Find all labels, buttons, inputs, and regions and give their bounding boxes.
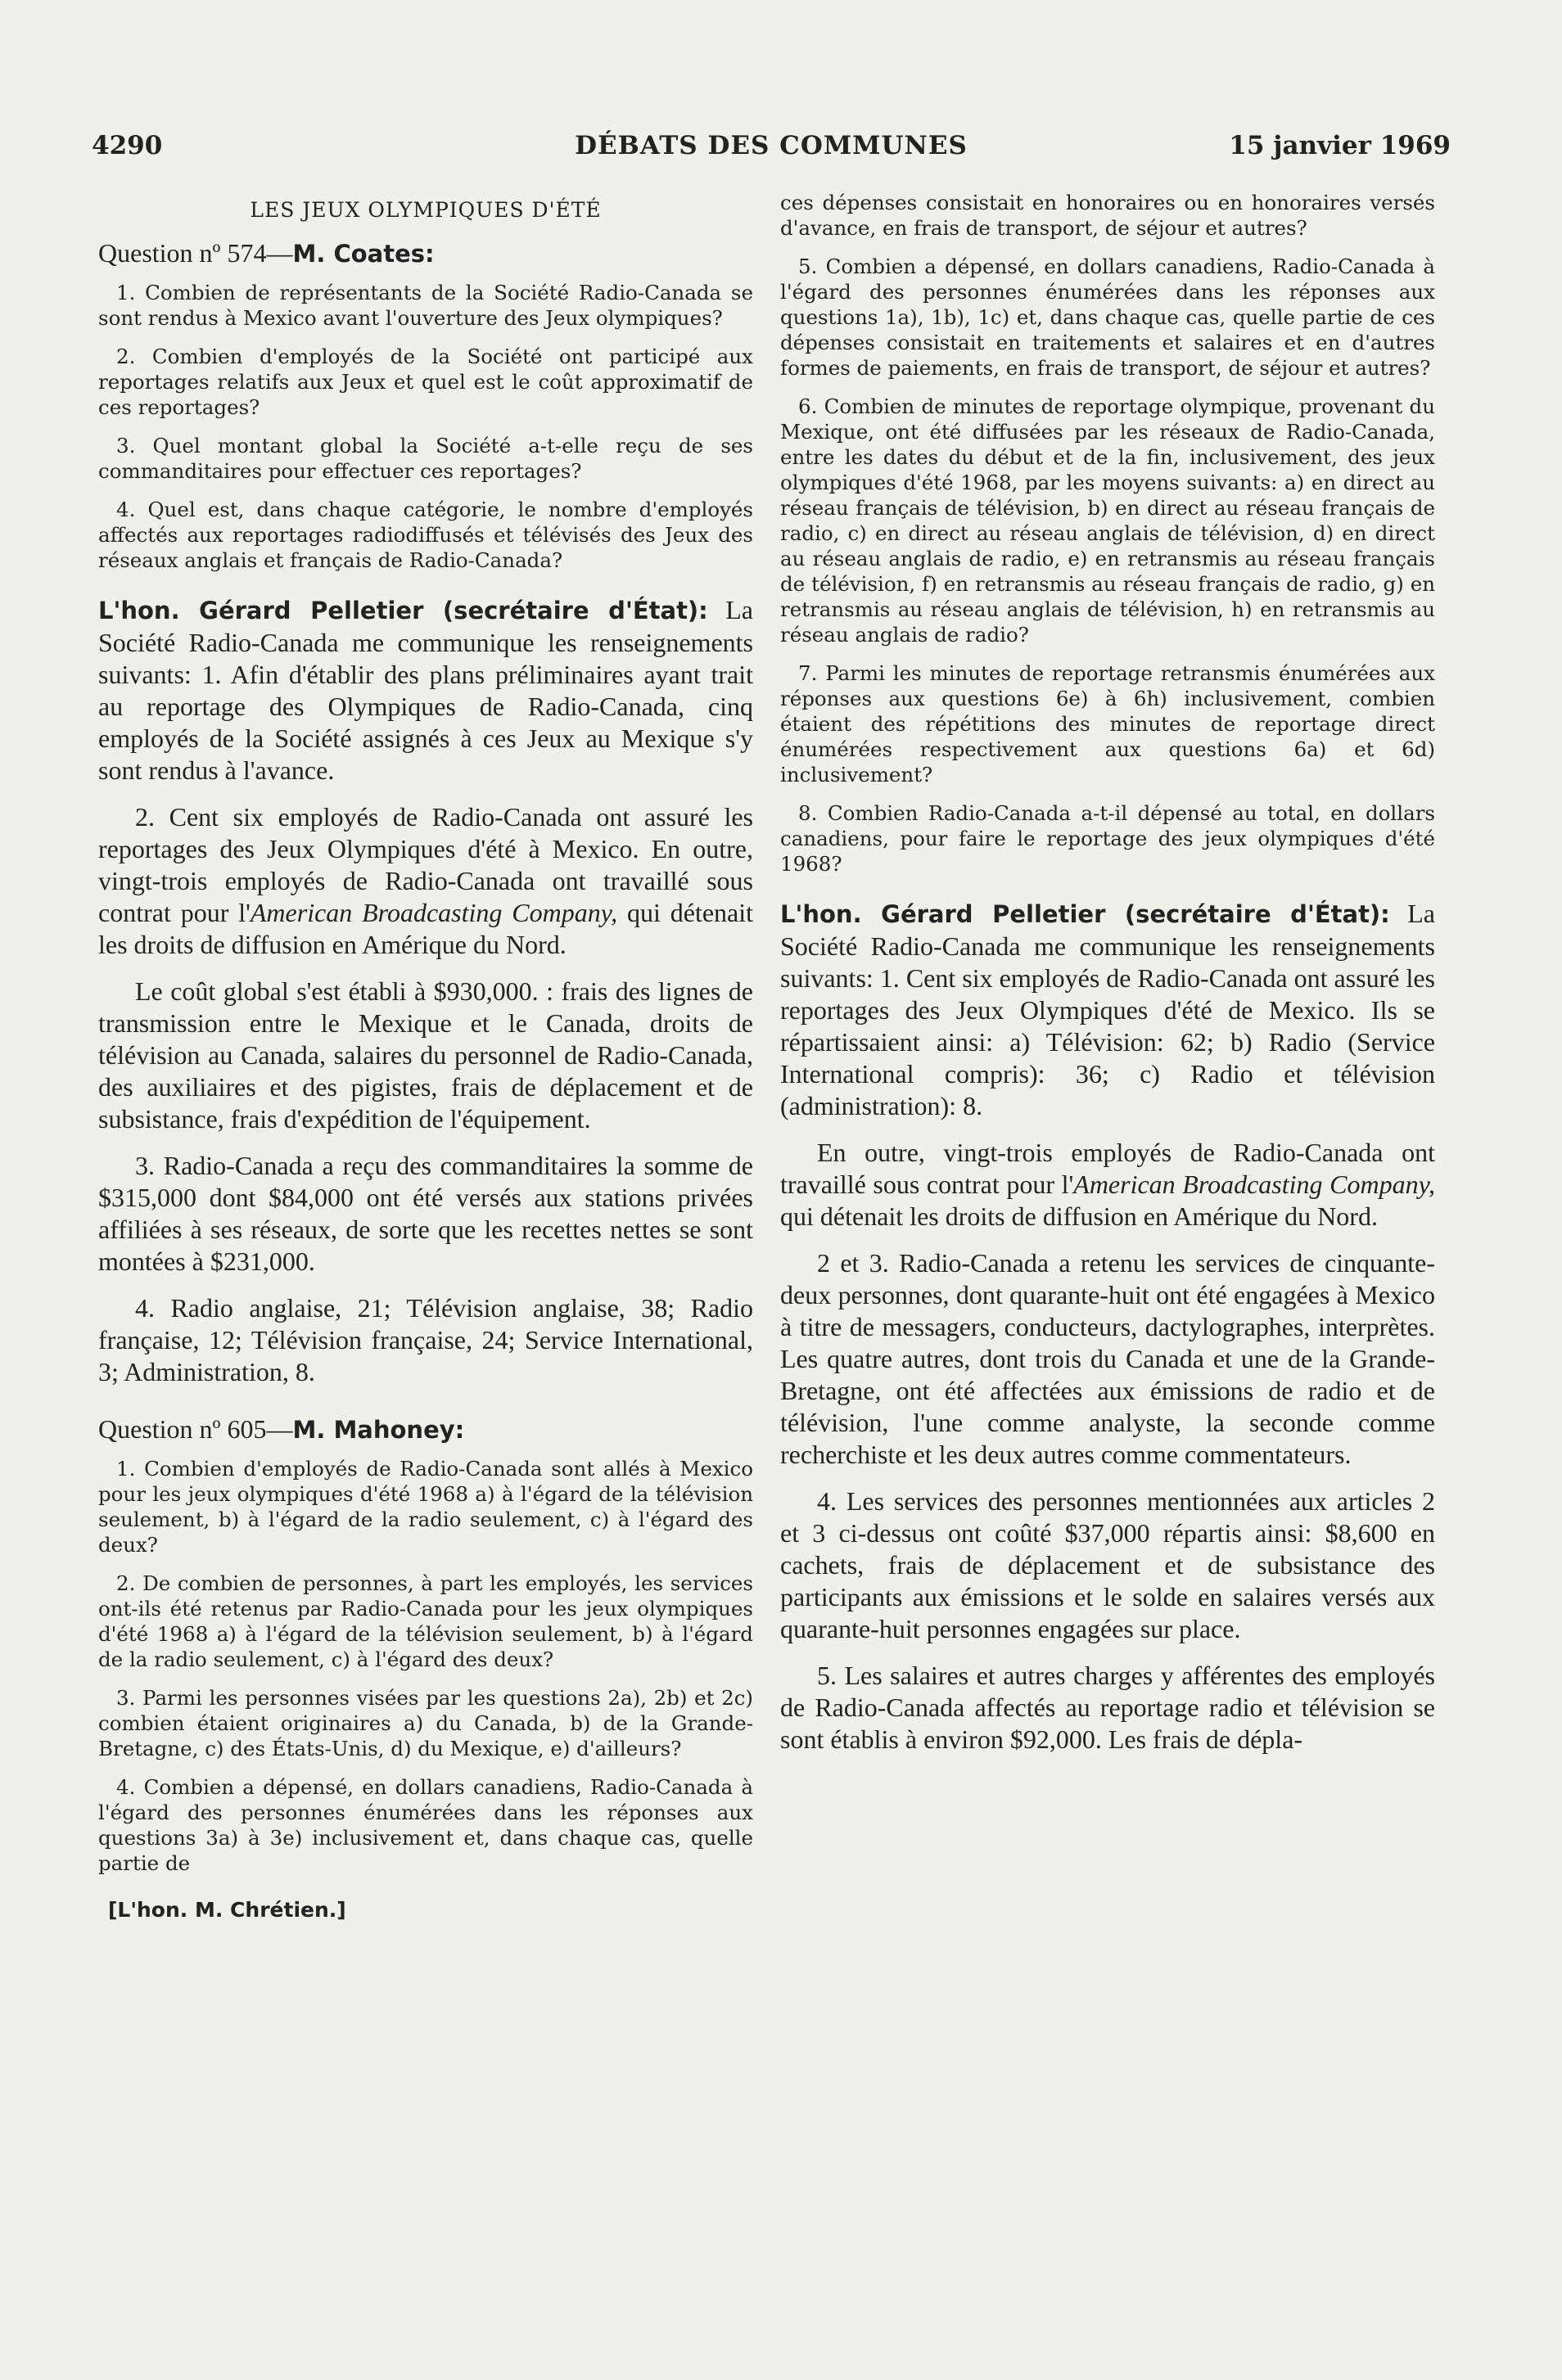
question-item: ces dépenses consistait en honoraires ou en honoraires versés d'avance, en frais de transport, de séjour et autres? (780, 191, 1435, 240)
answer-paragraph (98, 801, 753, 961)
question-item: 8. Combien Radio-Canada a-t-il dépensé au total, en dollars canadiens, pour faire le reportage des jeux olympiques d'été 1968? (780, 801, 1435, 876)
question-item: 4. Combien a dépensé, en dollars canadiens, Radio-Canada à l'égard des personnes énumérées dans les réponses aux questions 3a) à 3e) inclusivement et, dans chaque cas, quelle partie de (98, 1775, 753, 1875)
question-item: 1. Combien de représentants de la Société Radio-Canada se sont rendus à Mexico avant l'ouverture des Jeux olympiques? (98, 281, 753, 330)
page-number: 4290 (92, 131, 163, 160)
running-head (92, 131, 1451, 172)
question-label: Question nº 574— (98, 238, 293, 268)
answer-text: 2. Cent six employés de Radio-Canada ont assuré les reportages des Jeux Olympiques d'été à Mexico. En outre, vingt-trois employés de Radio-Canada ont travaillé sous contrat pour l' (98, 802, 753, 927)
question-item: 2. Combien d'employés de la Société ont participé aux reportages relatifs aux Jeux et quel est le coût approximatif de ces reportages? (98, 345, 753, 419)
answer-paragraph: 5. Les salaires et autres charges y afférentes des employés de Radio-Canada affectés au reportage radio et télévision se sont établis à environ $92,000. Les frais de dépla- (780, 1661, 1435, 1754)
answer-paragraph: Le coût global s'est établi à $930,000. : frais des lignes de transmission entre le Mexique et le Canada, droits de télévision au Canada, salaires du personnel de Radio-Canada, des auxiliaires et des pigistes, frais de déplacement et de subsistance, frais d'expédition de l'équipement. (98, 976, 753, 1134)
answer-paragraph: 3. Radio-Canada a reçu des commanditaires la somme de $315,000 dont $84,000 ont été versés aux stations privées affiliées à ses réseaux, de sorte que les recettes nettes se sont montées à $231,000. (98, 1151, 753, 1276)
answer-paragraph: 4. Radio anglaise, 21; Télévision anglaise, 38; Radio française, 12; Télévision française, 24; Service International, 3; Administration, 8. (98, 1293, 753, 1386)
question-item: 1. Combien d'employés de Radio-Canada sont allés à Mexico pour les jeux olympiques d'été 1968 a) à l'égard de la télévision seulement, b) à l'égard de la radio seulement, c) à l'égard des deux? (98, 1457, 753, 1557)
answer-paragraph (780, 898, 1435, 1122)
answer-text: La Société Radio-Canada me communique les renseignements suivants: 1. Afin d'établir des plans préliminaires ayant trait au reportage des Olympiques de Radio-Canada, cinq employés de la Société assignés à ces Jeux au Mexique s'y sont rendus à l'avance. (98, 595, 753, 785)
question-label: Question nº 605— (98, 1414, 293, 1444)
page-footer (108, 1897, 753, 1922)
answer-text: qui détenait les droits de diffusion en Amérique du Nord. (780, 1201, 1378, 1231)
question-item: 5. Combien a dépensé, en dollars canadiens, Radio-Canada à l'égard des personnes énumérées dans les réponses aux questions 1a), 1b), 1c) et, dans chaque cas, quelle partie de ces dépenses consistait en traitements et salaires et en d'autres formes de paiements, en frais de transport, de séjour et autres? (780, 255, 1435, 380)
answer-speaker: L'hon. Gérard Pelletier (secrétaire d'État): (780, 900, 1390, 928)
answer-text: En outre, vingt-trois employés de Radio-Canada ont travaillé sous contrat pour l' (780, 1138, 1435, 1199)
answer-paragraph (780, 1137, 1435, 1233)
answer-italic: American Broadcasting Company, (250, 898, 618, 927)
question-item: 3. Parmi les personnes visées par les questions 2a), 2b) et 2c) combien étaient originaires a) du Canada, b) de la Grande-Bretagne, c) des États-Unis, d) du Mexique, e) d'ailleurs? (98, 1686, 753, 1760)
answer-text: La Société Radio-Canada me communique les renseignements suivants: 1. Cent six employés de Radio-Canada ont assuré les reportages des Jeux Olympiques d'été de Mexico. Ils se répartissaient ainsi: a) Télévision: 62; b) Radio (Service International compris): 36; c) Radio et télévision (administration): 8. (780, 899, 1435, 1120)
page-date: 15 janvier 1969 (1229, 131, 1451, 160)
question-member: M. Coates: (292, 240, 435, 268)
question-item: 3. Quel montant global la Société a-t-elle reçu de ses commanditaires pour effectuer ces reportages? (98, 434, 753, 483)
left-column (98, 190, 753, 1922)
section-title: LES JEUX OLYMPIQUES D'ÉTÉ (250, 198, 602, 222)
answer-text: qui détenait les droits de diffusion en Amérique du Nord. (98, 898, 754, 959)
publication-title: DÉBATS DES COMMUNES (575, 131, 968, 160)
answer-speaker: L'hon. Gérard Pelletier (secrétaire d'État): (98, 597, 708, 624)
answer-paragraph: 2 et 3. Radio-Canada a retenu les services de cinquante-deux personnes, dont quarante-huit ont été engagées à Mexico à titre de messagers, conducteurs, dactylographes, interprètes. Les quatre autres, dont trois du Canada et une de la Grande-Bretagne, ont été affectées aux émissions de radio et de télévision, l'une comme analyste, la seconde comme recherchiste et les deux autres comme commentateurs. (780, 1248, 1435, 1469)
question-member: M. Mahoney: (292, 1416, 465, 1444)
footer-text: [L'hon. M. Chrétien.] (108, 1898, 346, 1922)
answer-paragraph (98, 594, 753, 787)
question-item: 7. Parmi les minutes de reportage retransmis énumérées aux réponses aux questions 6e) à 6h) inclusivement, combien étaient des répétitions des minutes de reportage direct énumérées respectivement aux questions 6a) et 6d) inclusivement? (780, 661, 1435, 787)
answer-italic: American Broadcasting Company, (1073, 1170, 1435, 1199)
right-column (780, 190, 1435, 1770)
question-item: 2. De combien de personnes, à part les employés, les services ont-ils été retenus par Radio-Canada pour les jeux olympiques d'été 1968 a) à l'égard de la télévision seulement, b) à l'égard de la radio seulement, c) à l'égard des deux? (98, 1571, 753, 1671)
question-605-heading (98, 1413, 753, 1446)
question-item: 4. Quel est, dans chaque catégorie, le nombre d'employés affectés aux reportages radiodiffusés et télévisés des Jeux des réseaux anglais et français de Radio-Canada? (98, 498, 753, 572)
question-574-heading (98, 237, 753, 270)
question-item: 6. Combien de minutes de reportage olympique, provenant du Mexique, ont été diffusées par les réseaux de Radio-Canada, entre les dates du début et de la fin, inclusivement, des jeux olympiques d'été 1968, par les moyens suivants: a) en direct au réseau français de télévision, b) en direct au réseau français de radio, c) en direct au réseau anglais de télévision, d) en direct au réseau anglais de radio, e) en retransmis au réseau français de télévision, f) en retransmis au réseau français de radio, g) en retransmis au réseau anglais de télévision, h) en retransmis au réseau anglais de radio? (780, 394, 1435, 647)
answer-paragraph: 4. Les services des personnes mentionnées aux articles 2 et 3 ci-dessus ont coûté $37,000 répartis ainsi: $8,600 en cachets, frais de déplacement et de subsistance des participants aux émissions et le solde en salaires versés aux quarante-huit personnes engagées sur place. (780, 1486, 1435, 1643)
